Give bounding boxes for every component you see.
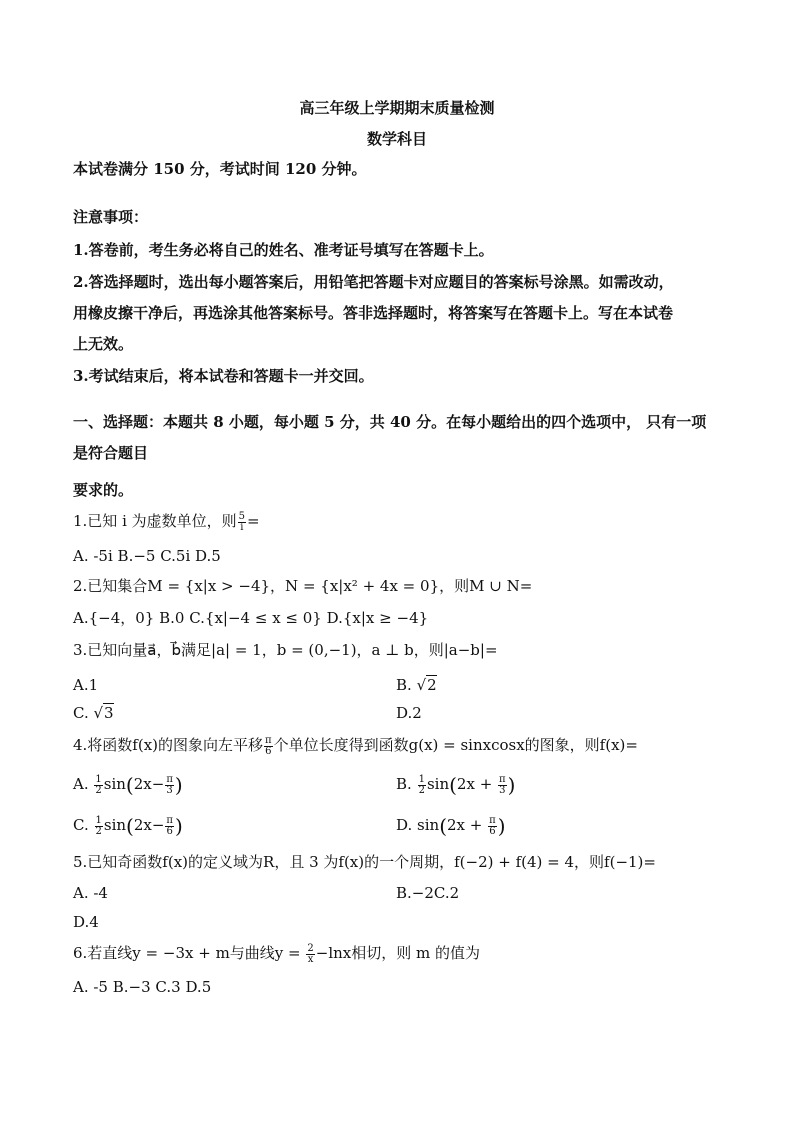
fraction-denominator: 6 — [489, 825, 496, 837]
fraction-denominator: i — [240, 521, 244, 533]
arg-text: 2x− — [133, 775, 165, 793]
arg-text: 2x + — [456, 775, 498, 793]
section-heading-line-2: 是符合题目 — [73, 444, 149, 462]
fraction-numerator: π — [489, 814, 496, 826]
subject-title: 数学科目 — [366, 130, 427, 148]
question-1-stem — [73, 511, 260, 533]
fraction-numerator: 1 — [418, 773, 425, 785]
note-item-2-line-3: 上无效。 — [73, 335, 134, 353]
question-4-option-c: C. $\frac{1}{2}$ sin(2x− $\frac{\pi}{6}$ ) — [73, 814, 183, 838]
fraction-numerator: 2 — [307, 942, 314, 954]
pi-fraction — [488, 816, 497, 837]
option-label: C. — [73, 704, 89, 722]
question-1-fraction — [238, 512, 246, 533]
question-6-stem-end: −lnx相切，则 m 的值为 — [315, 944, 480, 962]
note-item-1: 1.答卷前，考生务必将自己的姓名、准考证号填写在答题卡上。 — [73, 241, 494, 259]
sin-text: sin — [103, 816, 127, 834]
question-5-option-d: D.4 — [73, 913, 99, 931]
question-3-option-b: B. √2 — [396, 676, 437, 694]
sin-text: sin — [426, 775, 450, 793]
question-1-stem-end: = — [247, 512, 260, 530]
question-4-option-b: B. $\frac{1}{2}$ sin(2x + $\frac{\pi}{3}$ ) — [396, 773, 516, 797]
question-5-option-bc: B.−2C.2 — [396, 884, 460, 902]
sin-text: sin — [103, 775, 126, 793]
exam-info: 本试卷满分 150 分，考试时间 120 分钟。 — [73, 160, 367, 178]
fraction-denominator: 2 — [95, 825, 102, 837]
fraction-numerator: π — [499, 773, 506, 785]
note-item-2-line-1: 2.答选择题时，选出每小题答案后，用铅笔把答题卡对应题目的答案标号涂黑。如需改动， — [73, 273, 674, 291]
fraction-numerator: π — [166, 773, 173, 785]
question-6-options: A. -5 B.−3 C.3 D.5 — [73, 978, 212, 996]
question-2-options: A.{−4，0} B.0 C.{x|−4 ≤ x ≤ 0} D.{x|x ≥ −4} — [73, 609, 429, 627]
fraction-numerator: π — [166, 814, 173, 826]
arg-text: 2x + — [447, 816, 488, 834]
option-label: A. — [73, 775, 89, 793]
question-3-option-c: C. √3 — [73, 704, 114, 722]
question-5-stem: 5.已知奇函数f(x)的定义域为R，且 3 为f(x)的一个周期，f(−2) + f(4) = 4，则f(−1)= — [73, 853, 656, 871]
fraction-numerator: 1 — [95, 814, 102, 826]
question-3-option-a: A.1 — [73, 676, 99, 694]
question-6-stem-text: 6.若直线y = −3x + m与曲线y = — [73, 944, 306, 962]
exam-title: 高三年级上学期期末质量检测 — [299, 99, 495, 117]
option-label: B. — [396, 676, 412, 694]
question-1-stem-text: 1.已知 i 为虚数单位，则 — [73, 512, 237, 530]
option-label: D. — [396, 816, 413, 834]
question-3-option-d: D.2 — [396, 704, 422, 722]
question-4-stem — [73, 735, 638, 757]
note-item-3: 3.考试结束后，将本试卷和答题卡一并交回。 — [73, 367, 374, 385]
half-fraction — [95, 816, 103, 837]
section-heading-line-1: 一、选择题：本题共 8 小题，每小题 5 分，共 40 分。在每小题给出的四个选项中， 只有一项 — [73, 413, 707, 431]
question-4-option-a: A. $\frac{1}{2}$ sin(2x− $\frac{\pi}{3}$ ) — [73, 773, 183, 797]
radicand: 3 — [104, 704, 114, 722]
pi-fraction — [165, 816, 174, 837]
option-label: C. — [73, 816, 89, 834]
question-4-stem-end: 个单位长度得到函数g(x) = sinxcosx的图象，则f(x)= — [273, 736, 638, 754]
pi-fraction — [498, 775, 507, 796]
half-fraction — [418, 775, 426, 796]
question-5-option-a: A. -4 — [73, 884, 108, 902]
sin-text: sin — [417, 816, 440, 834]
notes-heading: 注意事项： — [73, 208, 149, 226]
fraction-denominator: 6 — [166, 825, 173, 837]
section-heading-line-3: 要求的。 — [73, 481, 134, 499]
question-1-options: A. -5i B.−5 C.5i D.5 — [73, 547, 221, 565]
fraction-numerator: 5 — [238, 510, 246, 522]
arg-text: 2x− — [133, 816, 165, 834]
fraction-denominator: 3 — [499, 784, 506, 796]
question-4-stem-text: 4.将函数f(x)的图象向左平移 — [73, 736, 264, 754]
fraction-numerator: 1 — [95, 773, 102, 785]
fraction-numerator: π — [265, 734, 272, 746]
question-4-option-d: D. sin(2x + $\frac{\pi}{6}$ ) — [396, 814, 506, 838]
question-2-stem: 2.已知集合M = {x|x > −4}，N = {x|x² + 4x = 0}，则M ∪ N= — [73, 577, 533, 595]
fraction-denominator: x — [307, 953, 314, 965]
fraction-denominator: 3 — [166, 784, 173, 796]
question-3-stem: 3.已知向量a⃗，b⃗满足|a| = 1，b = (0,−1)，a ⊥ b，则|a−b|= — [73, 641, 498, 659]
fraction-denominator: 6 — [265, 745, 272, 757]
question-4-fraction — [264, 736, 273, 757]
question-6-fraction — [306, 944, 314, 965]
question-6-stem — [73, 943, 480, 965]
fraction-denominator: 2 — [418, 784, 425, 796]
radicand: 2 — [427, 676, 437, 694]
pi-fraction — [165, 775, 174, 796]
fraction-denominator: 2 — [95, 784, 102, 796]
option-label: B. — [396, 775, 412, 793]
half-fraction — [94, 775, 102, 796]
note-item-2-line-2: 用橡皮擦干净后，再选涂其他答案标号。答非选择题时，将答案写在答题卡上。写在本试卷 — [73, 304, 674, 322]
